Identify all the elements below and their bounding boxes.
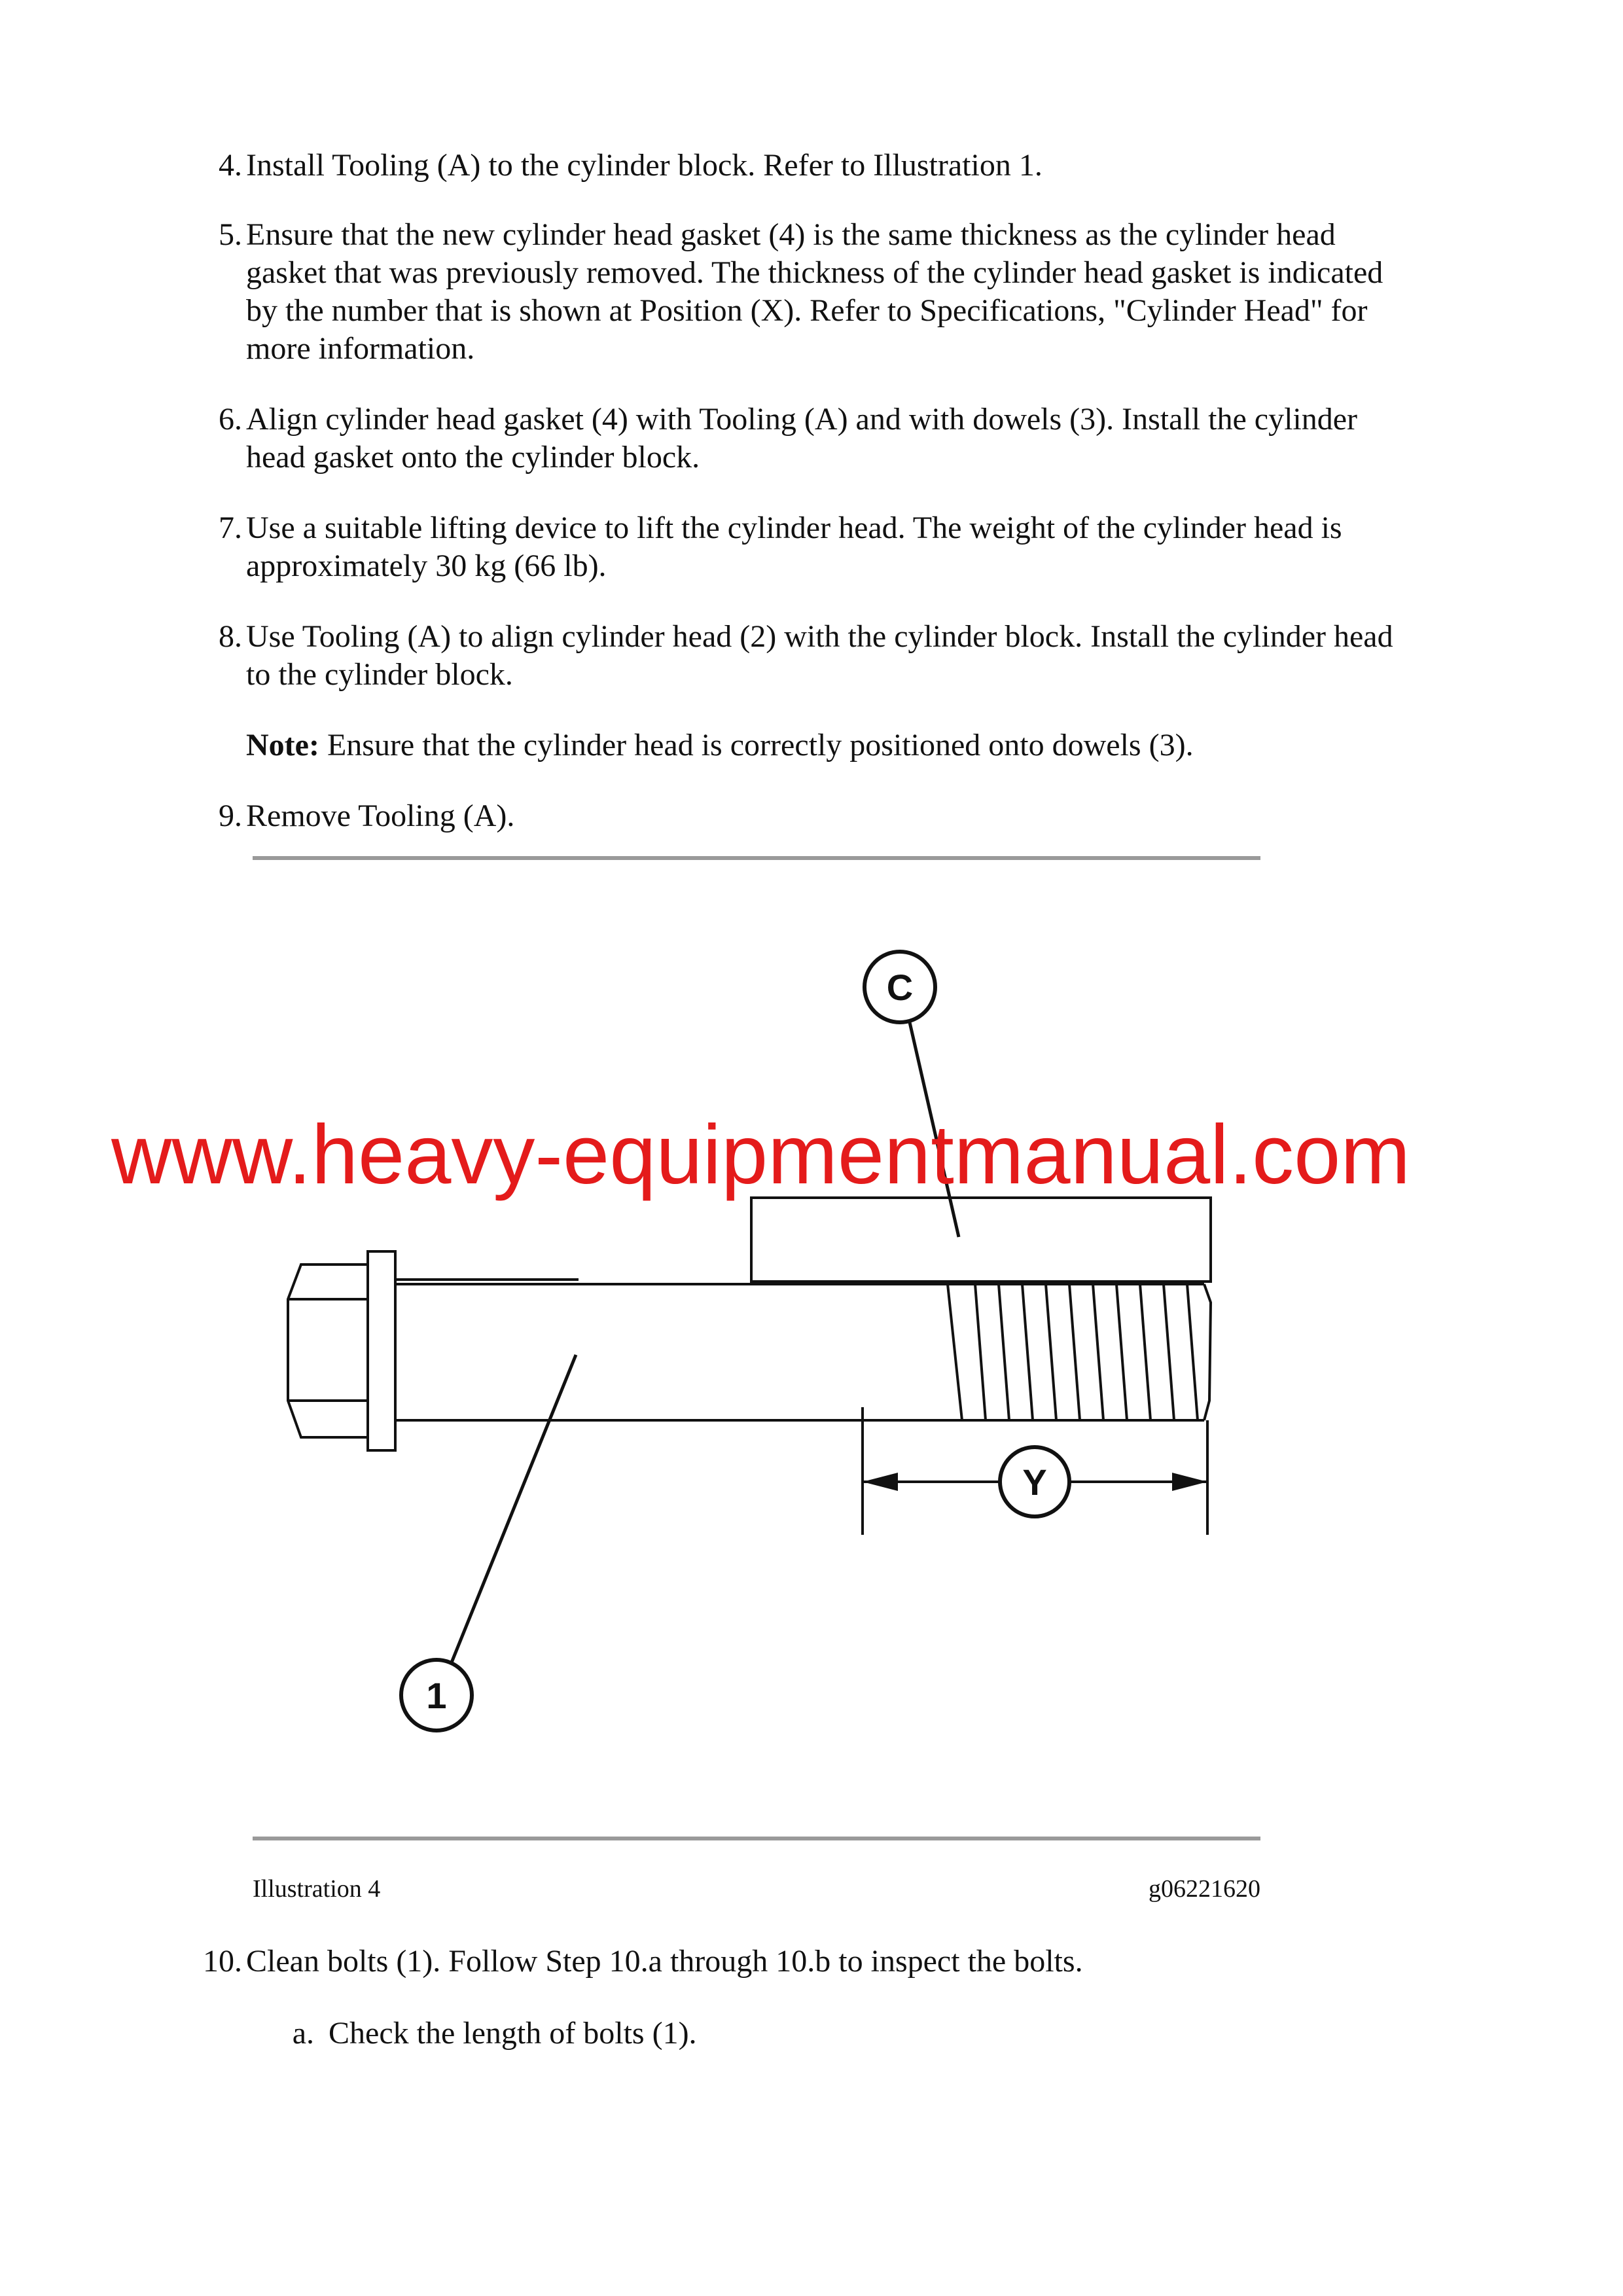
step-text-line: Use a suitable lifting device to lift the cylinder head. The weight of the cylinder head is <box>246 511 1342 545</box>
note <box>246 726 1194 764</box>
step-text-line: approximately 30 kg (66 lb). <box>246 548 607 583</box>
step-number: 4. <box>219 148 242 183</box>
note-label: Note: <box>246 728 319 762</box>
illustration-caption: Illustration 4 <box>253 1875 381 1903</box>
step-text-line: Ensure that the new cylinder head gasket (4) is the same thickness as the cylinder head <box>246 217 1336 252</box>
step-number: 8. <box>219 619 242 654</box>
illustration-top-rule <box>253 856 1260 860</box>
bolt-illustration <box>0 910 1623 1826</box>
step-text-line: Align cylinder head gasket (4) with Tooling (A) and with dowels (3). Install the cylinder <box>246 402 1358 437</box>
step-text-line: head gasket onto the cylinder block. <box>246 440 700 475</box>
step-text-line: Clean bolts (1). Follow Step 10.a through 10.b to inspect the bolts. <box>246 1944 1083 1979</box>
step-text-line: Install Tooling (A) to the cylinder block. Refer to Illustration 1. <box>246 148 1043 183</box>
step-text-line: Remove Tooling (A). <box>246 798 515 833</box>
step-text-line: more information. <box>246 331 475 366</box>
bolt-threads <box>948 1284 1211 1420</box>
substep-text: Check the length of bolts (1). <box>329 2016 697 2051</box>
step-number: 9. <box>219 798 242 833</box>
dimension-y-arrow-left <box>863 1473 898 1491</box>
step-number: 7. <box>219 511 242 545</box>
step-number: 6. <box>219 402 242 437</box>
step-number: 10. <box>203 1944 242 1979</box>
note-text: Ensure that the cylinder head is correctly positioned onto dowels (3). <box>319 728 1194 762</box>
callout-c-label: C <box>886 967 914 1008</box>
callout-y-label: Y <box>1022 1462 1047 1503</box>
substep-letter: a. <box>292 2016 314 2051</box>
callout-1-leader <box>452 1355 576 1662</box>
gauge-block <box>751 1198 1211 1282</box>
watermark-url: www.heavy-equipmentmanual.com <box>111 1108 1410 1202</box>
step-text-line: by the number that is shown at Position (X). Refer to Specifications, "Cylinder Head" for <box>246 293 1368 328</box>
illustration-id: g06221620 <box>1149 1875 1260 1903</box>
step-number: 5. <box>219 217 242 252</box>
step-text-line: gasket that was previously removed. The thickness of the cylinder head gasket is indicated <box>246 255 1383 290</box>
callout-1-label: 1 <box>426 1675 447 1716</box>
step-text-line: to the cylinder block. <box>246 657 513 692</box>
illustration-bottom-rule <box>253 1837 1260 1840</box>
step-text-line: Use Tooling (A) to align cylinder head (2) with the cylinder block. Install the cylinder head <box>246 619 1393 654</box>
bolt-hex-head <box>288 1265 368 1437</box>
dimension-y-arrow-right <box>1172 1473 1207 1491</box>
bolt-flange <box>368 1251 395 1450</box>
